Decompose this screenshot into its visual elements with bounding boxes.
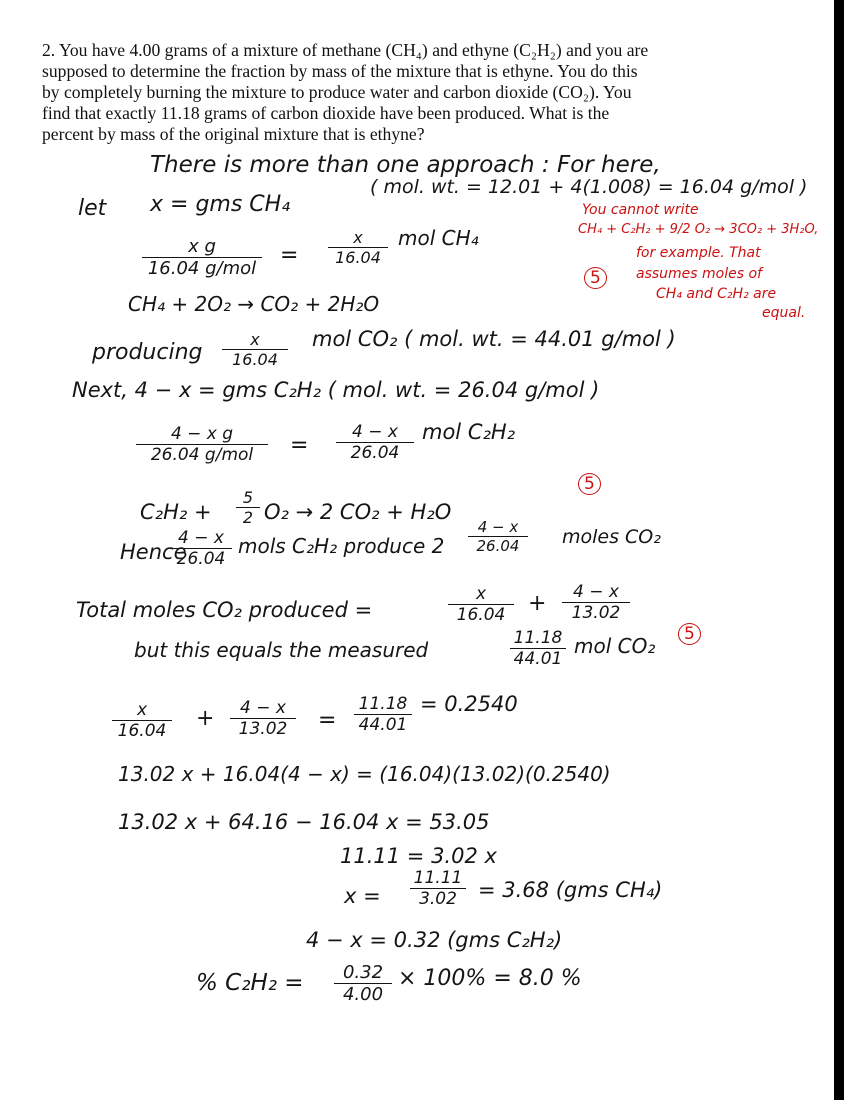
- fraction-x-over-1604-total: $\frac{x}{16.04}$: [448, 584, 514, 625]
- fraction-4-x-over-1302: $\frac{4 - x}{13.02}$: [562, 582, 630, 623]
- fraction-x-over-1604-b: $\frac{x}{16.04}$: [222, 330, 288, 369]
- comment-line-4: assumes moles of: [636, 266, 762, 282]
- ch4-mol-wt: ( mol. wt. = 12.01 + 4(1.008) = 16.04 g/mol ): [370, 176, 808, 198]
- hence-word: Hence: [120, 540, 187, 564]
- points-badge-1: 5: [584, 264, 607, 289]
- comment-line-5: CH₄ and C₂H₂ are: [656, 286, 777, 302]
- equals-sign-3: =: [318, 708, 337, 733]
- comment-line-6: equal.: [762, 305, 806, 321]
- points-badge-2: 5: [578, 470, 601, 495]
- comment-line-3: for example. That: [636, 245, 761, 261]
- mol-co2: mol CO₂: [574, 634, 656, 658]
- fraction-x-over-1604: $\frac{x}{16.04}$: [328, 228, 388, 267]
- next-line: Next, 4 − x = gms C₂H₂ ( mol. wt. = 26.04 g/mol ): [72, 378, 600, 402]
- fraction-4-x-grams: 4 − x g 26.04 g/mol: [136, 424, 268, 465]
- equation-line-c: 11.11 = 3.02 x: [340, 844, 497, 868]
- problem-line-3: by completely burning the mixture to produce water and carbon dioxide (CO₂). You: [42, 82, 632, 102]
- fraction-x-over-1604-eq: $\frac{x}{16.04}$: [112, 700, 172, 741]
- fraction-4-x-over-1302-eq: $\frac{4 - x}{13.02}$: [230, 698, 296, 739]
- problem-statement: [42, 40, 794, 145]
- fraction-1118-over-4401: $\frac{11.18}{44.01}$: [510, 628, 566, 669]
- equation-line-a: 13.02 x + 16.04(4 − x) = (16.04)(13.02)(0.2540): [118, 762, 611, 786]
- equals-sign-2: =: [290, 433, 309, 458]
- fraction-1111-over-302: $\frac{11.11}{3.02}$: [410, 868, 466, 909]
- problem-line-5: percent by mass of the original mixture that is ethyne?: [42, 124, 425, 144]
- fraction-1118-over-4401-eq: $\frac{11.18}{44.01}$: [354, 694, 412, 735]
- total-moles-line: Total moles CO₂ produced =: [76, 598, 373, 622]
- problem-line-1: 2. You have 4.00 grams of a mixture of methane (CH₄) and ethyne (C₂H₂) and you are: [42, 40, 649, 60]
- c2h2-combustion-a: C₂H₂ +: [140, 500, 212, 524]
- moles-co2: moles CO₂: [562, 526, 661, 548]
- percent-label: % C₂H₂ =: [196, 970, 304, 996]
- mol-c2h2: mol C₂H₂: [422, 420, 516, 444]
- let-word: let: [78, 196, 107, 221]
- producing-word: producing: [92, 340, 203, 365]
- percent-result: × 100% = 8.0 %: [398, 966, 582, 991]
- comment-line-1: You cannot write: [582, 202, 699, 218]
- co2-mol-wt: mol CO₂ ( mol. wt. = 44.01 g/mol ): [312, 327, 676, 351]
- problem-line-4: find that exactly 11.18 grams of carbon dioxide have been produced. What is the: [42, 103, 610, 123]
- c2h2-combustion-b: O₂ → 2 CO₂ + H₂O: [264, 500, 452, 524]
- fraction-032-over-400: $\frac{0.32}{4.00}$: [334, 962, 392, 1005]
- ratio-result: = 0.2540: [420, 692, 518, 716]
- fraction-five-halves: $\frac{5}{2}$: [236, 488, 260, 527]
- fraction-4-x-over-2604-c: $\frac{4 - x}{26.04}$: [468, 518, 528, 555]
- fraction-x-grams: x g 16.04 g/mol: [142, 236, 262, 279]
- hence-middle: mols C₂H₂ produce 2: [238, 534, 445, 558]
- x-definition: x = gms CH₄: [150, 192, 291, 217]
- equals-sign: =: [280, 243, 299, 268]
- comment-line-2: CH₄ + C₂H₂ + 9/2 O₂ → 3CO₂ + 3H₂O,: [578, 222, 819, 237]
- equation-line-b: 13.02 x + 64.16 − 16.04 x = 53.05: [118, 810, 490, 834]
- mol-ch4: mol CH₄: [398, 226, 479, 250]
- fraction-4-x-over-2604-b: $\frac{4 - x}{26.04}$: [170, 528, 232, 569]
- but-equals-line: but this equals the measured: [134, 638, 429, 662]
- page-edge: [834, 0, 844, 1100]
- plus-sign: +: [528, 591, 547, 616]
- equation-line-d: 4 − x = 0.32 (gms C₂H₂): [306, 928, 563, 952]
- x-equals: x =: [344, 884, 381, 908]
- plus-sign-2: +: [196, 706, 215, 731]
- points-badge-3: 5: [678, 620, 701, 645]
- x-value: = 3.68 (gms CH₄): [478, 878, 663, 902]
- fraction-4-x-over-2604: $\frac{4 - x}{26.04}$: [336, 422, 414, 463]
- ch4-combustion: CH₄ + 2O₂ → CO₂ + 2H₂O: [128, 292, 380, 316]
- intro-line: There is more than one approach : For here,: [150, 152, 661, 178]
- problem-line-2: supposed to determine the fraction by mass of the mixture that is ethyne. You do this: [42, 61, 638, 81]
